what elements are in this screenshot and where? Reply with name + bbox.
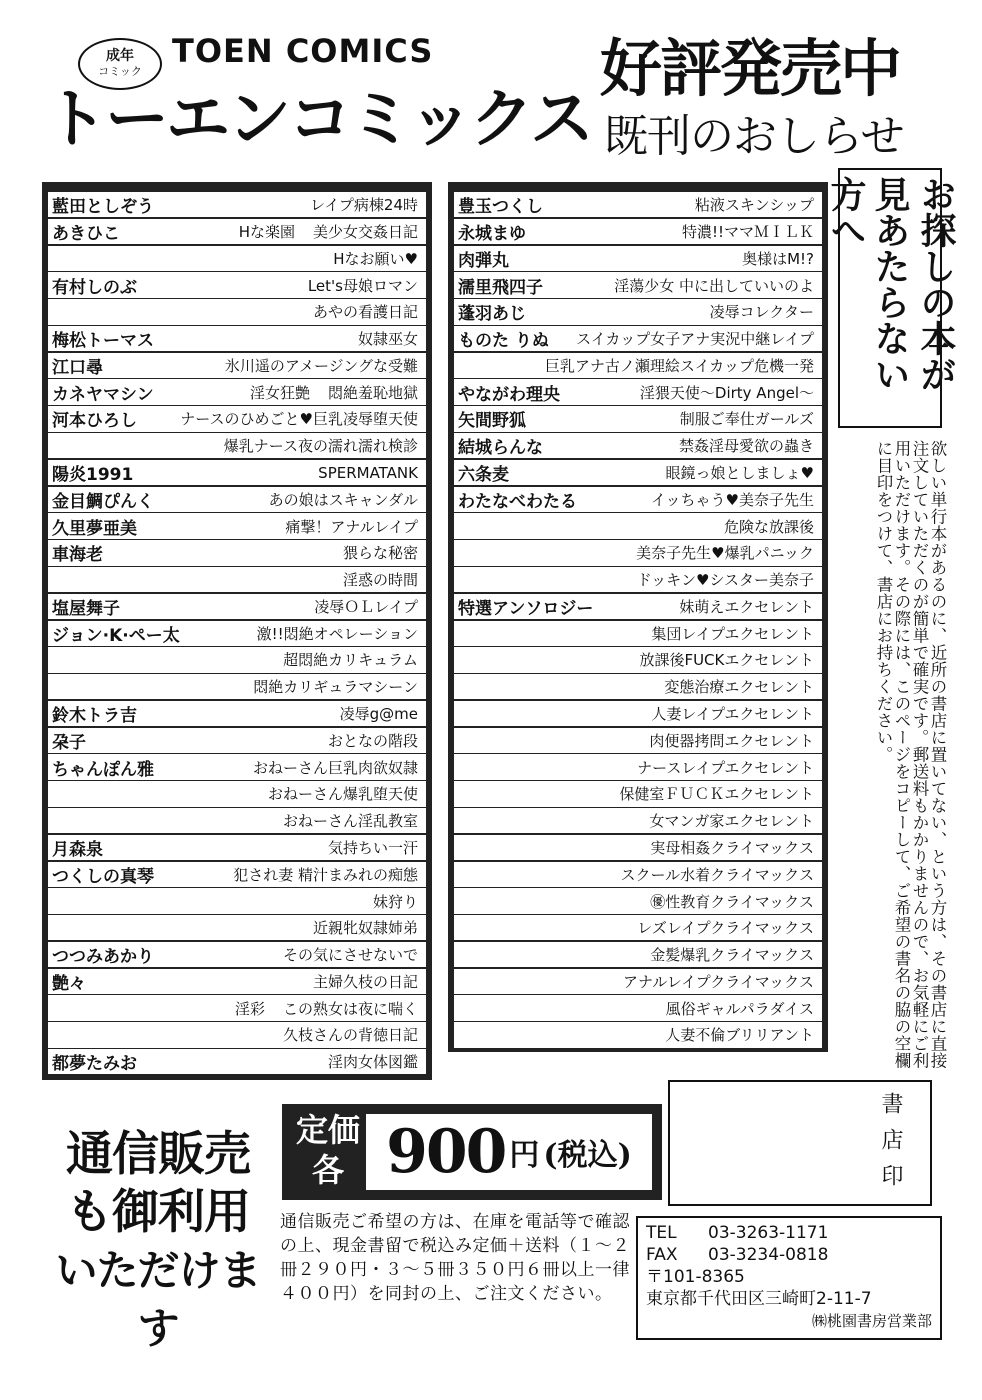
- author-name: ちゃんぽん雅: [52, 759, 154, 780]
- book-titles: [637, 569, 822, 590]
- book-titles: [742, 248, 822, 269]
- mail-order-heading: [38, 1126, 278, 1358]
- book-titles: [328, 837, 426, 858]
- list-item: [454, 379, 822, 404]
- list-item: [48, 1022, 426, 1047]
- book-titles: [650, 944, 822, 965]
- list-item: [454, 674, 822, 699]
- book-title: 妹狩り: [372, 892, 418, 911]
- contact-box: [636, 1216, 942, 1340]
- book-titles: [233, 864, 426, 885]
- badge-line1: 成年: [106, 48, 134, 64]
- book-title: おとなの階段: [327, 731, 418, 750]
- list-item: [454, 567, 822, 592]
- list-item: [454, 781, 822, 806]
- address: 東京都千代田区三崎町2-11-7: [646, 1289, 872, 1309]
- book-title: Hな楽園: [238, 222, 295, 241]
- list-item: [48, 942, 426, 967]
- book-title: 実母相姦クライマックス: [650, 838, 814, 857]
- author-name: 河本ひろし: [52, 411, 137, 432]
- book-titles: [649, 810, 822, 831]
- author-name: つつみあかり: [52, 947, 154, 968]
- price-value: [366, 1114, 652, 1190]
- author-name: ものた りぬ: [458, 331, 549, 352]
- list-item: [454, 835, 822, 860]
- book-title: 美奈子先生♥爆乳パニック: [636, 544, 814, 563]
- book-title: おねーさん爆乳堕天使: [267, 785, 418, 804]
- right-title-list: [448, 182, 828, 1052]
- list-item: [454, 969, 822, 994]
- book-titles: [343, 542, 426, 563]
- list-item: [48, 219, 426, 244]
- list-item: [48, 326, 426, 351]
- list-item: [454, 647, 822, 672]
- book-title: 妹萌えエクセレント: [679, 597, 814, 616]
- book-title: 金髪爆乳クライマックス: [650, 946, 814, 965]
- book-title: 粘液スキンシップ: [694, 196, 814, 215]
- author-name: 藍田としぞう: [52, 197, 154, 218]
- price-tax: (税込): [543, 1138, 632, 1173]
- book-title: 淫猥天使〜Dirty Angel〜: [639, 383, 814, 402]
- list-item: [48, 674, 426, 699]
- list-item: [48, 513, 426, 538]
- brand-jp: トーエンコミックス: [44, 83, 592, 157]
- book-title: 淫肉女体図鑑: [327, 1053, 418, 1072]
- list-item: [454, 862, 822, 887]
- badge-line2: コミック: [98, 65, 142, 78]
- price-yen: 円: [509, 1138, 540, 1173]
- postal-code: 〒101-8365: [646, 1267, 745, 1287]
- tel-label: TEL: [646, 1223, 677, 1243]
- list-item: [48, 969, 426, 994]
- book-title: あやの看護日記: [312, 303, 418, 322]
- book-titles: [545, 355, 822, 376]
- book-title: アナルレイプクライマックス: [622, 972, 814, 991]
- book-titles: [576, 328, 822, 349]
- book-titles: [682, 221, 822, 242]
- author-name: 濡里飛四子: [458, 277, 543, 298]
- book-titles: [639, 649, 822, 670]
- bookstore-stamp-box: [668, 1080, 932, 1206]
- brand-en: TOEN COMICS: [172, 32, 434, 70]
- list-item: [454, 1022, 822, 1047]
- author-name: 都夢たみお: [52, 1054, 137, 1075]
- book-title: 悶絶カリギュラマシーン: [253, 678, 418, 697]
- author-name: 金目鯛ぴんく: [52, 491, 154, 512]
- book-titles: [268, 783, 426, 804]
- book-title: 放課後FUCKエクセレント: [639, 651, 814, 670]
- author-name: 朶子: [52, 732, 86, 753]
- book-title: 風俗ギャルパラダイス: [665, 999, 814, 1018]
- book-titles: [651, 703, 822, 724]
- notice-body: 欲しい単行本があるのに、近所の書店に置いてない、という方は、その書店に直接注文していただくのが簡単で確実です。郵送料もかかりませんので、お気軽にご利用いただけます。その際には、このページをコピーして、ご希望の書名の脇の空欄に目印をつけて、書店にお持ちください。: [874, 440, 947, 1069]
- author-name: カネヤマシン: [52, 384, 154, 405]
- list-item: [454, 513, 822, 538]
- list-item: [454, 701, 822, 726]
- list-item: [454, 433, 822, 458]
- list-item: [48, 540, 426, 565]
- book-title: 爆乳ナース夜の濡れ濡れ検診: [223, 437, 418, 456]
- list-item: [48, 621, 426, 646]
- author-name: 久里夢亜美: [52, 518, 137, 539]
- list-item: [454, 728, 822, 753]
- book-titles: [224, 435, 426, 456]
- list-item: [48, 192, 426, 217]
- book-titles: [180, 408, 426, 429]
- book-titles: [623, 971, 822, 992]
- author-name: 矢間野狐: [458, 411, 526, 432]
- left-title-list: [42, 182, 432, 1080]
- book-titles: [318, 464, 426, 482]
- book-titles: [666, 998, 822, 1019]
- stamp-label: 書店印: [878, 1092, 903, 1200]
- book-title: あの娘はスキャンダル: [268, 490, 418, 509]
- book-titles: [724, 516, 822, 537]
- list-item: [48, 728, 426, 753]
- book-title: 悶絶羞恥地獄: [327, 383, 418, 402]
- book-titles: [328, 730, 426, 751]
- price-amount: 900: [386, 1117, 506, 1187]
- book-titles: [257, 623, 426, 644]
- book-title: おねーさん淫乱教室: [282, 812, 418, 831]
- book-titles: [313, 971, 426, 992]
- author-name: 塩屋舞子: [52, 598, 120, 619]
- book-title: スクール水着クライマックス: [620, 865, 814, 884]
- list-item: [454, 326, 822, 351]
- book-title: 気持ちい一汗: [327, 838, 418, 857]
- book-titles: [285, 516, 426, 537]
- price-label-line1: 定価: [295, 1111, 360, 1149]
- list-item: [48, 781, 426, 806]
- author-name: ジョン·K·ペー太: [52, 625, 180, 646]
- mail-order-line1: 通信販売: [66, 1127, 250, 1182]
- list-item: [48, 272, 426, 297]
- list-item: [454, 353, 822, 378]
- book-title: 淫女狂艶: [249, 383, 310, 402]
- list-item: [48, 567, 426, 592]
- fax-label: FAX: [646, 1245, 678, 1265]
- book-titles: [650, 837, 822, 858]
- book-title: 犯され妻 精汁まみれの痴態: [233, 865, 418, 884]
- book-title: 人妻レイプエクセレント: [651, 705, 814, 724]
- list-item: [454, 192, 822, 217]
- list-item: [48, 299, 426, 324]
- book-titles: [666, 462, 822, 483]
- book-titles: [314, 596, 426, 617]
- list-item: [454, 942, 822, 967]
- author-name: 肉弾丸: [458, 250, 509, 271]
- book-titles: [239, 221, 426, 242]
- list-item: [48, 246, 426, 271]
- list-item: [454, 272, 822, 297]
- list-item: [454, 915, 822, 940]
- book-title: 変態治療エクセレント: [664, 678, 814, 697]
- list-item: [48, 460, 426, 485]
- book-titles: [679, 596, 822, 617]
- book-titles: [680, 408, 822, 429]
- list-item: [48, 487, 426, 512]
- list-item: [454, 406, 822, 431]
- book-titles: [328, 1051, 426, 1072]
- list-item: [48, 1049, 426, 1074]
- book-title: 久枝さんの背徳日記: [282, 1026, 418, 1045]
- author-name: 梅松トーマス: [52, 331, 154, 352]
- list-item: [48, 647, 426, 672]
- book-titles: [679, 435, 822, 456]
- author-name: あきひこ: [52, 223, 120, 244]
- book-title: SPERMATANK: [318, 463, 418, 482]
- book-title: 超悶絶カリキュラム: [283, 651, 418, 670]
- list-item: [454, 808, 822, 833]
- author-name: 月森泉: [52, 839, 103, 860]
- company-name: ㈱桃園書房営業部: [811, 1312, 932, 1330]
- book-titles: [235, 998, 426, 1019]
- book-title: 巨乳アナ古ノ瀬理絵スイカップ危機一発: [544, 356, 814, 375]
- mail-order-line2: も御利用: [66, 1185, 250, 1240]
- mail-order-line3: いただけます: [55, 1246, 261, 1353]
- author-name: 有村しのぶ: [52, 277, 137, 298]
- order-instructions: 通信販売ご希望の方は、在庫を電話等で確認の上、現金書留で税込み定価＋送料（１〜２冊２９０円・３〜５冊３５０円６冊以上一律４００円）を同封の上、ご注文ください。: [280, 1212, 630, 1304]
- book-titles: [340, 703, 426, 724]
- tel-number: 03-3263-1171: [708, 1223, 829, 1243]
- list-item: [454, 995, 822, 1020]
- book-title: 凌辱コレクター: [709, 303, 814, 322]
- notice-heading-col1: お探しの本が: [915, 176, 956, 392]
- list-item: [48, 915, 426, 940]
- book-title: 淫蕩少女 中に出していいのよ: [614, 276, 814, 295]
- book-titles: [636, 542, 822, 563]
- book-titles: [373, 891, 426, 912]
- author-name: 六条麦: [458, 465, 509, 485]
- price-label: [290, 1110, 366, 1190]
- book-titles: [283, 810, 426, 831]
- list-item: [48, 835, 426, 860]
- book-title: Hなお願い♥: [333, 249, 418, 268]
- book-title: 特濃!!ママＭＩＬＫ: [681, 222, 814, 241]
- book-titles: [253, 757, 426, 778]
- list-item: [48, 808, 426, 833]
- book-title: 猥らな秘密: [342, 544, 418, 563]
- book-title: 淫彩: [234, 999, 265, 1018]
- book-title: 奥様はM!?: [742, 249, 814, 268]
- book-title: 禁姦淫母愛欲の蟲き: [678, 437, 814, 456]
- book-title: 女マンガ家エクセレント: [649, 812, 814, 831]
- book-titles: [637, 757, 822, 778]
- book-title: ㊝性教育クライマックス: [650, 892, 814, 911]
- author-name: 江口尋: [52, 357, 103, 378]
- book-title: 激!!悶絶オペレーション: [256, 624, 418, 643]
- book-title: 眼鏡っ娘としましょ♥: [665, 464, 814, 482]
- book-title: この熟女は夜に喘く: [282, 999, 418, 1018]
- book-title: 主婦久枝の日記: [312, 972, 418, 991]
- headline: 好評発売中: [600, 32, 901, 105]
- fax-number: 03-3234-0818: [708, 1245, 829, 1265]
- book-titles: [225, 355, 426, 376]
- book-title: 凌辱ＯＬレイプ: [314, 597, 418, 616]
- book-title: 痛撃！アナルレイプ: [285, 517, 418, 536]
- book-titles: [253, 676, 426, 697]
- book-titles: [310, 194, 426, 215]
- author-name: やながわ理央: [458, 384, 560, 405]
- list-item: [48, 433, 426, 458]
- book-titles: [710, 301, 822, 322]
- book-title: Let's母娘ロマン: [307, 276, 418, 295]
- author-name: 車海老: [52, 545, 103, 566]
- book-title: イッちゃう♥美奈子先生: [650, 490, 814, 509]
- list-item: [48, 594, 426, 619]
- author-name: 蓬羽あじ: [458, 304, 526, 325]
- book-titles: [664, 676, 822, 697]
- book-titles: [283, 1024, 426, 1045]
- book-title: 近親牝奴隷姉弟: [312, 919, 418, 938]
- book-titles: [250, 382, 426, 403]
- notice-heading-box: [825, 168, 956, 428]
- list-item: [48, 379, 426, 404]
- fax-row: [646, 1244, 932, 1266]
- list-item: [48, 406, 426, 431]
- list-item: [454, 487, 822, 512]
- book-titles: [283, 944, 426, 965]
- list-item: [454, 754, 822, 779]
- author-name: 鈴木トラ吉: [52, 706, 137, 727]
- list-item: [454, 888, 822, 913]
- author-name: わたなべわたる: [458, 491, 577, 512]
- book-title: 凌辱g@me: [339, 705, 418, 724]
- book-title: ドッキン♥シスター美奈子: [636, 571, 814, 590]
- book-title: スイカップ女子アナ実況中継レイプ: [576, 330, 814, 349]
- notice-heading-col2: 見あたらない方へ: [825, 176, 910, 392]
- book-title: ナースレイプエクセレント: [637, 758, 814, 777]
- book-title: 淫惑の時間: [342, 571, 418, 590]
- book-title: その気にさせないで: [282, 946, 418, 965]
- tel-row: [646, 1222, 932, 1244]
- book-titles: [620, 864, 822, 885]
- list-item: [48, 701, 426, 726]
- book-titles: [650, 891, 822, 912]
- book-titles: [665, 1024, 822, 1045]
- book-title: ナースのひめごと♥巨乳凌辱堕天使: [180, 410, 418, 429]
- book-titles: [614, 275, 822, 296]
- book-title: レズレイプクライマックス: [637, 919, 814, 938]
- list-item: [454, 460, 822, 485]
- author-name: 特選アンソロジー: [458, 598, 594, 619]
- book-titles: [695, 194, 822, 215]
- book-title: 危険な放課後: [723, 517, 814, 536]
- list-item: [48, 995, 426, 1020]
- author-name: 結城らんな: [458, 438, 543, 459]
- book-title: 美少女交姦日記: [312, 222, 418, 241]
- book-titles: [269, 489, 426, 510]
- list-item: [454, 219, 822, 244]
- book-title: 奴隷巫女: [357, 330, 418, 349]
- list-item: [48, 353, 426, 378]
- book-titles: [333, 248, 426, 269]
- book-title: 氷川遥のアメージングな受難: [224, 356, 418, 375]
- book-title: 人妻不倫ブリリアント: [665, 1026, 814, 1045]
- book-titles: [283, 649, 426, 670]
- book-titles: [343, 569, 426, 590]
- price-bar: [282, 1104, 662, 1200]
- list-item: [48, 754, 426, 779]
- book-title: レイプ病棟24時: [310, 196, 418, 215]
- author-name: 艶々: [52, 973, 86, 994]
- book-titles: [308, 275, 426, 296]
- list-item: [48, 862, 426, 887]
- book-title: 肉便器拷問エクセレント: [649, 731, 814, 750]
- author-name: 陽炎1991: [52, 465, 134, 485]
- book-titles: [651, 623, 822, 644]
- author-name: つくしの真琴: [52, 866, 154, 887]
- book-title: 保健室ＦＵＣＫエクセレント: [619, 785, 814, 804]
- author-name: 永城まゆ: [458, 223, 526, 244]
- book-titles: [651, 489, 822, 510]
- book-titles: [640, 382, 822, 403]
- book-title: おねーさん巨乳肉欲奴隷: [252, 758, 418, 777]
- book-titles: [358, 328, 426, 349]
- book-titles: [637, 917, 822, 938]
- book-titles: [649, 730, 822, 751]
- list-item: [454, 246, 822, 271]
- book-titles: [619, 783, 822, 804]
- book-titles: [313, 301, 426, 322]
- list-item: [454, 540, 822, 565]
- book-title: 制服ご奉仕ガールズ: [679, 410, 814, 429]
- list-item: [454, 621, 822, 646]
- price-label-line2: 各: [311, 1151, 344, 1189]
- author-name: 豊玉つくし: [458, 197, 543, 218]
- list-item: [454, 594, 822, 619]
- book-titles: [313, 917, 426, 938]
- subheadline: 既刊のおしらせ: [604, 111, 904, 162]
- list-item: [48, 888, 426, 913]
- list-item: [454, 299, 822, 324]
- book-title: 集団レイプエクセレント: [651, 624, 814, 643]
